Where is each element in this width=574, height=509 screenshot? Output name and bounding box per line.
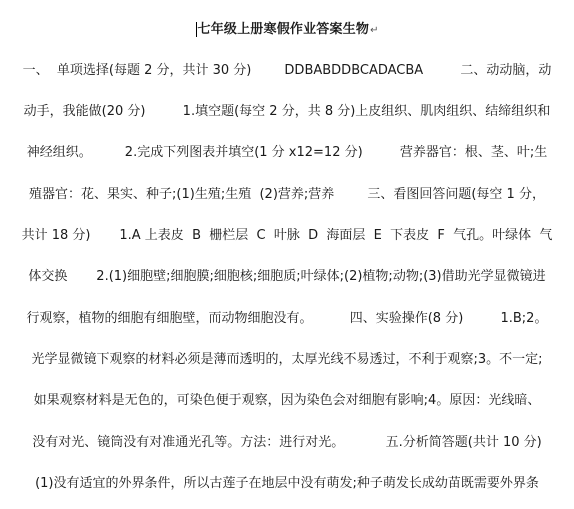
title-row (0, 18, 574, 37)
body-line: 神经组织。 2.完成下列图表并填空(1 分 x12=12 分) 营养器官：根、茎、叶;生 (26, 145, 548, 160)
body-line: 一、 单项选择(每题 2 分，共计 30 分) DDBABDDBCADACBA 二、动动脑，动 (22, 63, 552, 78)
document-title: 七年级上册寒假作业答案生物 (197, 22, 370, 37)
body-line: (1)没有适宜的外界条件，所以古莲子在地层中没有萌发;种子萌发长成幼苗既需要外界条 (35, 476, 539, 491)
body-line: 光学显微镜下观察的材料必须是薄而透明的，太厚光线不易透过，不利于观察;3。不一定; (31, 352, 543, 367)
body-line: 行观察，植物的细胞有细胞壁，而动物细胞没有。 四、实验操作(8 分) 1.B;2。 (26, 311, 548, 326)
body-line: 殖器官：花、果实、种子;(1)生殖;生殖 (2)营养;营养 三、看图回答问题(每空 1 分， (29, 187, 545, 202)
paragraph-mark-icon: ↵ (370, 25, 379, 36)
body-line: 动手，我能做(20 分) 1.填空题(每空 2 分，共 8 分)上皮组织、肌肉组织、结缔组织和 (23, 104, 551, 119)
body-line: 共计 18 分) 1.A 上表皮 B 栅栏层 C 叶脉 D 海面层 E 下表皮 F 气孔。叶绿体 气 (21, 228, 553, 243)
body-line: 如果观察材料是无色的，可染色便于观察，因为染色会对细胞有影响;4。原因：光线暗、 (33, 393, 541, 408)
body-line: 没有对光、镜筒没有对准通光孔等。方法：进行对光。 五.分析简答题(共计 10 分) (32, 435, 542, 450)
body-line: 体交换 2.(1)细胞壁;细胞膜;细胞核;细胞质;叶绿体;(2)植物;动物;(3)借助光学显微镜进 (28, 269, 546, 284)
